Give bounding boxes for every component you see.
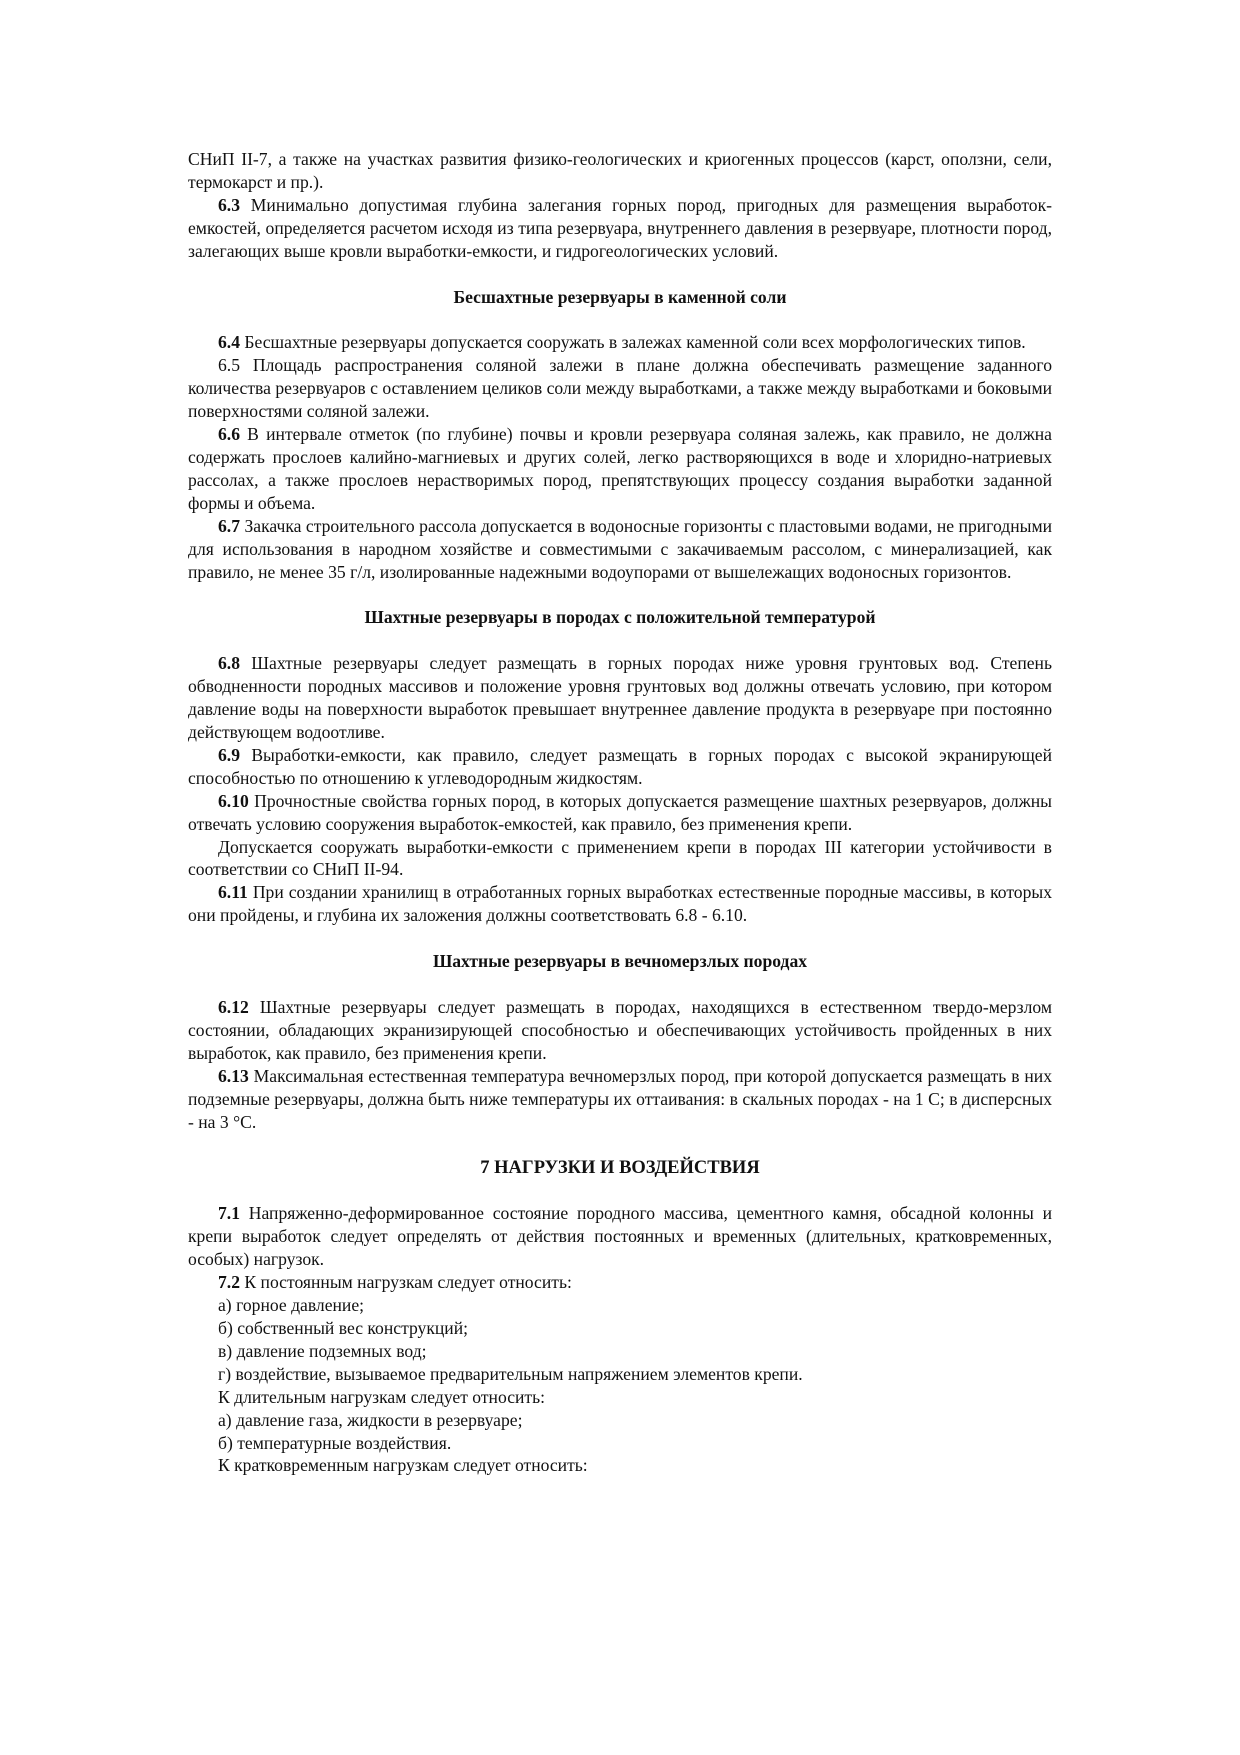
document-page (188, 148, 1052, 1477)
clause-text: Шахтные резервуары следует размещать в породах, находящихся в естественном твердо-мерзлом состоянии, обладающих экранизирующей способностью и обеспечивающих устойчивость пройденных в них выработок, как правило, без применения крепи. (188, 997, 1052, 1063)
section-heading-shaftless-salt: Бесшахтные резервуары в каменной соли (453, 286, 787, 307)
list-item: К длительным нагрузкам следует относить: (218, 1386, 546, 1407)
clause-number: 6.6 (218, 424, 240, 445)
clause-number: 6.3 (218, 194, 240, 215)
section-heading-shaft-positive-temp: Шахтные резервуары в породах с положительной температурой (364, 607, 876, 628)
clause-text: При создании хранилищ в отработанных горных выработках естественные породные массивы, в которых они пройдены, и глубина их заложения должны соответствовать 6.8 - 6.10. (188, 882, 1052, 926)
paragraph-6-9 (188, 744, 1052, 790)
clause-number: 6.13 (218, 1065, 249, 1086)
clause-number: 6.8 (218, 653, 240, 674)
paragraph-6-11 (188, 881, 1052, 927)
chapter-heading-loads: 7 НАГРУЗКИ И ВОЗДЕЙСТВИЯ (480, 1157, 760, 1178)
clause-number: 6.11 (218, 882, 248, 903)
clause-number: 7.2 (218, 1272, 240, 1293)
clause-text: Шахтные резервуары следует размещать в горных породах ниже уровня грунтовых вод. Степень обводненности породных массивов и положение уровня грунтовых вод должны отвечать условию, при котором давление воды на поверхности выработок превышает внутреннее давление продукта в резервуаре при постоянно действующем водоотливе. (188, 653, 1052, 743)
paragraph-6-8 (188, 652, 1052, 744)
clause-number: 6.4 (218, 332, 240, 353)
clause-number: 6.7 (218, 515, 240, 536)
clause-text: К постоянным нагрузкам следует относить: (240, 1272, 572, 1293)
paragraph-6-7 (188, 515, 1052, 584)
paragraph-6-4 (188, 331, 1052, 354)
clause-text: Прочностные свойства горных пород, в которых допускается размещение шахтных резервуаров, должны отвечать условию сооружения выработок-емкостей, как правило, без применения крепи. (188, 790, 1052, 834)
list-item: б) температурные воздействия. (218, 1432, 452, 1453)
list-item: К кратковременным нагрузкам следует относить: (218, 1455, 588, 1476)
clause-text: Закачка строительного рассола допускается в водоносные горизонты с пластовыми водами, не пригодными для использования в народном хозяйстве и совместимыми с закачиваемым рассолом, с минерализацией, как правило, не менее 35 г/л, изолированные надежными водоупорами от вышележащих водоносных горизонтов. (188, 515, 1052, 582)
list-item: г) воздействие, вызываемое предварительным напряжением элементов крепи. (218, 1363, 803, 1384)
section-heading-permafrost: Шахтные резервуары в вечномерзлых породах (432, 951, 808, 972)
clause-text: Напряженно-деформированное состояние породного массива, цементного камня, обсадной колонны и крепи выработок следует определять от действия постоянных и временных (длительных, кратковременных, особых) нагрузок. (188, 1203, 1052, 1270)
clause-number: 6.12 (218, 997, 249, 1018)
clause-number: 7.1 (218, 1203, 240, 1224)
clause-text: Выработки-емкости, как правило, следует размещать в горных породах с высокой экранирующей способностью по отношению к углеводородным жидкостям. (188, 744, 1052, 788)
clause-text: Минимально допустимая глубина залегания горных пород, пригодных для размещения выработок-емкостей, определяется расчетом исходя из типа резервуара, внутреннего давления в резервуаре, плотности пород, залегающих выше кровли выработки-емкости, и гидрогеологических условий. (188, 194, 1052, 261)
clause-text: Бесшахтные резервуары допускается сооружать в залежах каменной соли всех морфологических типов. (240, 332, 1026, 353)
paragraph-7-2 (188, 1271, 1052, 1294)
paragraph-7-1 (188, 1202, 1052, 1271)
paragraph-6-10 (188, 790, 1052, 836)
paragraph-6-6 (188, 423, 1052, 515)
paragraph-6-5: 6.5 Площадь распространения соляной залежи в плане должна обеспечивать размещение заданного количества резервуаров с оставлением целиков соли между выработками, а также между выработками и боковыми поверхностями соляной залежи. (188, 355, 1052, 422)
paragraph-support-allowed: Допускается сооружать выработки-емкости с применением крепи в породах III категории устойчивости в соответствии со СНиП II-94. (188, 836, 1052, 880)
list-item: б) собственный вес конструкций; (218, 1317, 469, 1338)
paragraph-6-12 (188, 996, 1052, 1065)
clause-number: 6.9 (218, 744, 240, 765)
clause-text: В интервале отметок (по глубине) почвы и кровли резервуара соляная залежь, как правило, не должна содержать прослоев калийно-магниевых и других солей, легко растворяющихся в воде и хлоридно-натриевых рассолах, а также прослоев нерастворимых пород, препятствующих процессу создания выработки заданной формы и объема. (188, 424, 1052, 513)
list-item: а) давление газа, жидкости в резервуаре; (218, 1409, 523, 1430)
paragraph-snip-reference: СНиП II-7, а также на участках развития физико-геологических и криогенных процессов (карст, оползни, сели, термокарст и пр.). (188, 149, 1052, 192)
paragraph-6-13 (188, 1065, 1052, 1134)
clause-text: Максимальная естественная температура вечномерзлых пород, при которой допускается размещать в них подземные резервуары, должна быть ниже температуры их оттаивания: в скальных породах - на 1 С; в дисперсных - на 3 °С. (188, 1065, 1052, 1132)
list-item: а) горное давление; (218, 1295, 365, 1316)
paragraph-6-3 (188, 194, 1052, 263)
clause-number: 6.10 (218, 790, 249, 811)
list-item: в) давление подземных вод; (218, 1340, 427, 1361)
